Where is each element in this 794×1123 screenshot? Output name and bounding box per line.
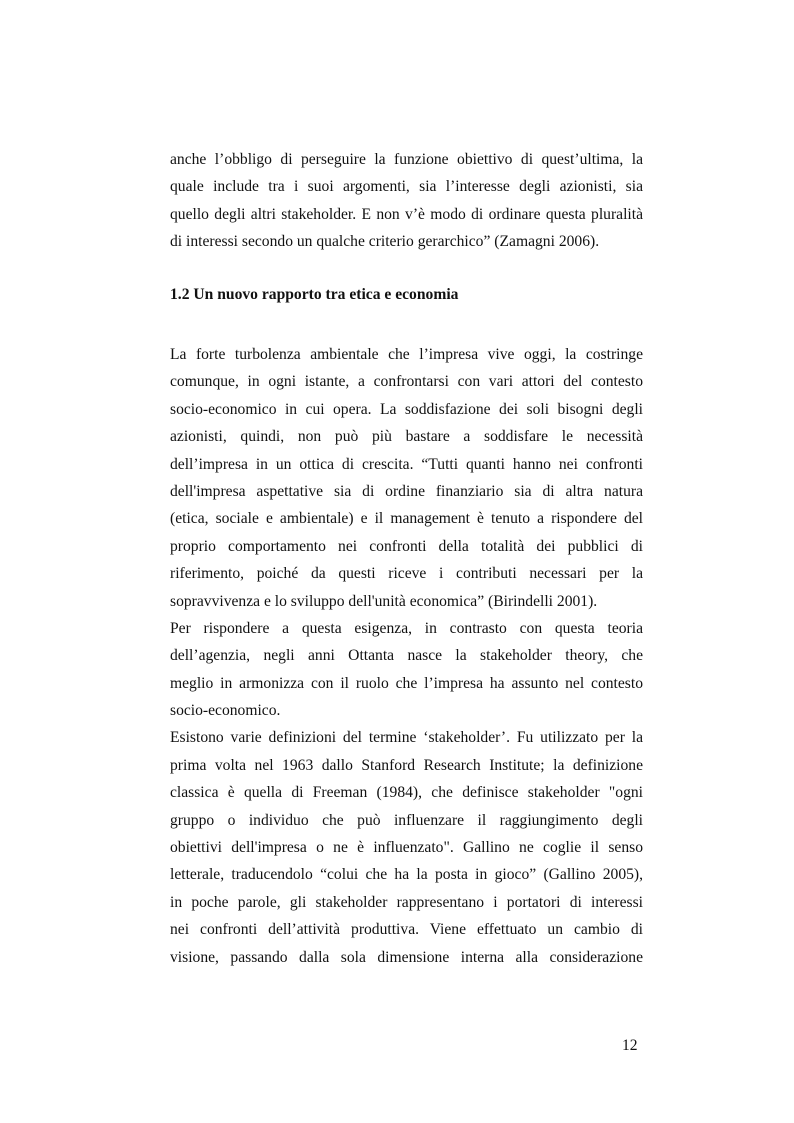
text-line: dell’impresa in un ottica di crescita. “Tutti quanti hanno nei confronti — [170, 455, 643, 473]
text-line: La forte turbolenza ambientale che l’impresa vive oggi, la costringe — [170, 346, 643, 363]
text-line: obiettivi dell'impresa o ne è influenzato". Gallino ne coglie il senso — [170, 839, 643, 857]
text-line: sopravvivenza e lo sviluppo dell'unità economica” (Birindelli 2001). — [170, 592, 598, 610]
paragraph-4 — [170, 724, 643, 971]
text-line: nei confronti dell’attività produttiva. Viene effettuato un cambio di — [170, 921, 643, 939]
paragraph-2 — [170, 341, 643, 615]
text-line: in poche parole, gli stakeholder rappresentano i portatori di interessi — [170, 893, 643, 911]
text-line: meglio in armonizza con il ruolo che l’impresa ha assunto nel contesto — [170, 674, 643, 692]
text-line: dell’agenzia, negli anni Ottanta nasce la stakeholder theory, che — [170, 647, 643, 665]
text-line: quello degli altri stakeholder. E non v’è modo di ordinare questa pluralità — [170, 205, 643, 223]
text-line: letterale, traducendolo “colui che ha la posta in gioco” (Gallino 2005), — [170, 866, 643, 884]
section-body — [170, 341, 643, 971]
text-line: dell'impresa aspettative sia di ordine finanziario sia di altra natura — [170, 482, 643, 500]
text-line: Per rispondere a questa esigenza, in contrasto con questa teoria — [170, 619, 643, 637]
text-line: socio-economico. — [170, 702, 281, 720]
text-line: azionisti, quindi, non può più bastare a soddisfare le necessità — [170, 428, 643, 446]
page-number: 12 — [622, 1037, 638, 1054]
text-line: prima volta nel 1963 dallo Stanford Research Institute; la definizione — [170, 756, 643, 774]
text-line: classica è quella di Freeman (1984), che definisce stakeholder "ogni — [170, 784, 643, 802]
text-line: comunque, in ogni istante, a confrontarsi con vari attori del contesto — [170, 373, 643, 391]
text-line: socio-economico in cui opera. La soddisfazione dei soli bisogni degli — [170, 400, 643, 418]
text-line: anche l’obbligo di perseguire la funzione obiettivo di quest’ultima, la — [170, 151, 643, 168]
paragraph-3 — [170, 615, 643, 725]
text-line: (etica, sociale e ambientale) e il management è tenuto a rispondere del — [170, 510, 643, 528]
section-heading: 1.2 Un nuovo rapporto tra etica e economia — [170, 286, 459, 303]
text-line: proprio comportamento nei confronti della totalità dei pubblici di — [170, 537, 643, 555]
paragraph-1 — [170, 146, 643, 256]
text-line: gruppo o individuo che può influenzare il raggiungimento degli — [170, 811, 643, 829]
text-line: riferimento, poiché da questi riceve i contributi necessari per la — [170, 565, 643, 583]
text-line: quale include tra i suoi argomenti, sia l’interesse degli azionisti, sia — [170, 178, 643, 196]
text-line: di interessi secondo un qualche criterio gerarchico” (Zamagni 2006). — [170, 233, 600, 251]
paragraph-1-text — [170, 146, 643, 256]
text-line: Esistono varie definizioni del termine ‘stakeholder’. Fu utilizzato per la — [170, 729, 643, 747]
text-line: visione, passando dalla sola dimensione interna alla considerazione — [170, 948, 643, 966]
